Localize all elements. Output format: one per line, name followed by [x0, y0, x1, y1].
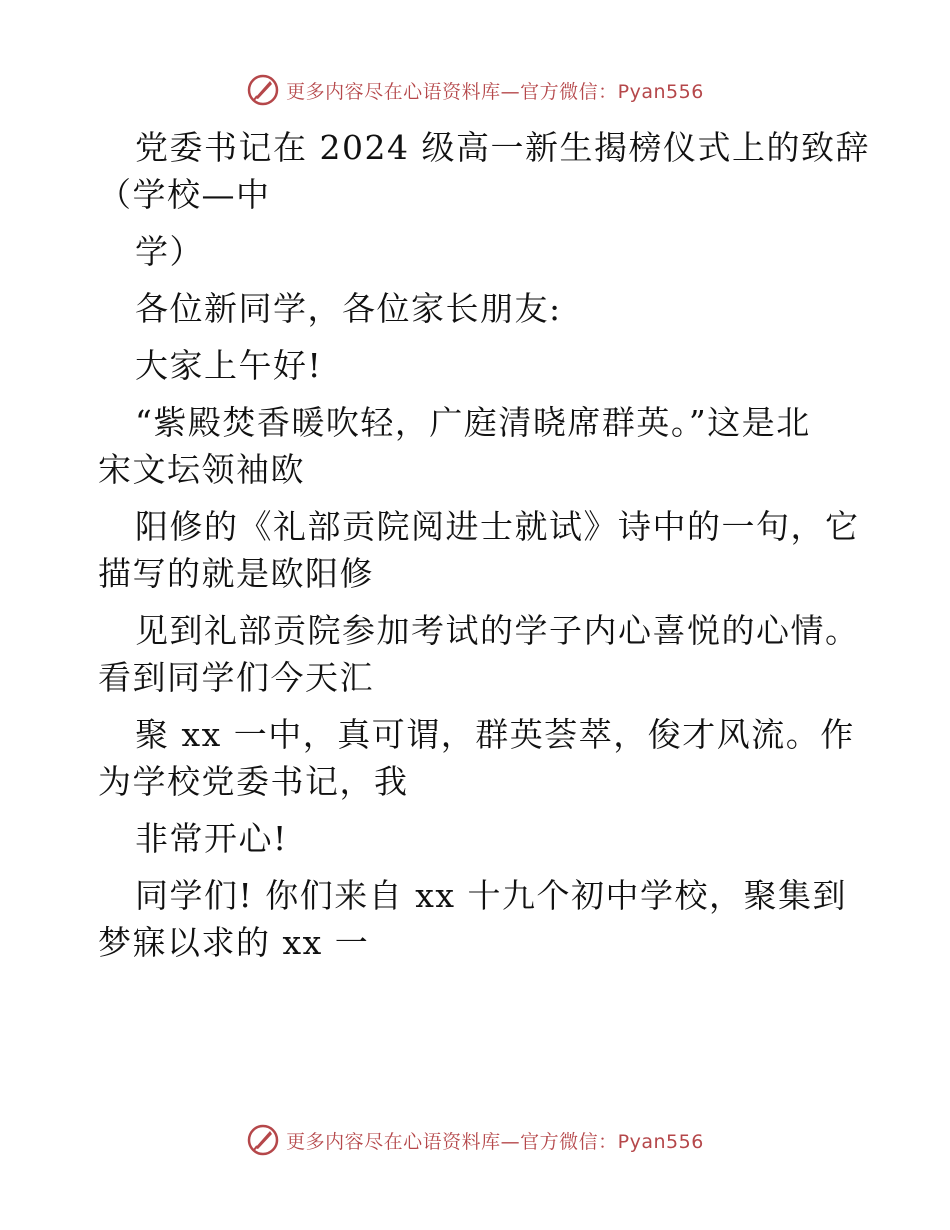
paragraph-line: “紫殿焚香暖吹轻，广庭清晓席群英。”这是北 — [135, 403, 811, 442]
paragraph-line: 宋文坛领袖欧 — [98, 450, 305, 489]
footer-banner-text: 更多内容尽在心语资料库—官方微信：Pyan556 — [286, 1130, 704, 1153]
feather-pen-logo-icon — [246, 73, 280, 107]
header-banner-text: 更多内容尽在心语资料库—官方微信：Pyan556 — [286, 80, 704, 103]
footer-banner — [0, 1120, 950, 1160]
feather-pen-logo-icon — [246, 1123, 280, 1157]
document-body — [98, 124, 870, 966]
paragraph-line: 见到礼部贡院参加考试的学子内心喜悦的心情。 — [135, 611, 860, 650]
header-banner — [0, 70, 950, 110]
paragraph-line: 阳修的《礼部贡院阅进士就试》诗中的一句，它 — [135, 507, 860, 546]
greeting: 大家上午好! — [135, 346, 323, 385]
document-title-line-1: 党委书记在 2024 级高一新生揭榜仪式上的致辞 — [135, 128, 870, 167]
document-title-line-2: （学校—中 — [98, 175, 271, 214]
paragraph-line: 梦寐以求的 xx 一 — [98, 923, 370, 962]
paragraph-line: 为学校党委书记，我 — [98, 762, 409, 801]
paragraph-line: 描写的就是欧阳修 — [98, 554, 374, 593]
paragraph-line: 看到同学们今天汇 — [98, 658, 374, 697]
document-title-line-3: 学） — [135, 232, 204, 271]
paragraph-line: 非常开心! — [135, 819, 288, 858]
paragraph-line: 同学们! 你们来自 xx 十九个初中学校，聚集到 — [135, 876, 847, 915]
paragraph-line: 聚 xx 一中，真可谓，群英荟萃，俊才风流。作 — [135, 715, 855, 754]
salutation: 各位新同学，各位家长朋友: — [135, 289, 562, 328]
